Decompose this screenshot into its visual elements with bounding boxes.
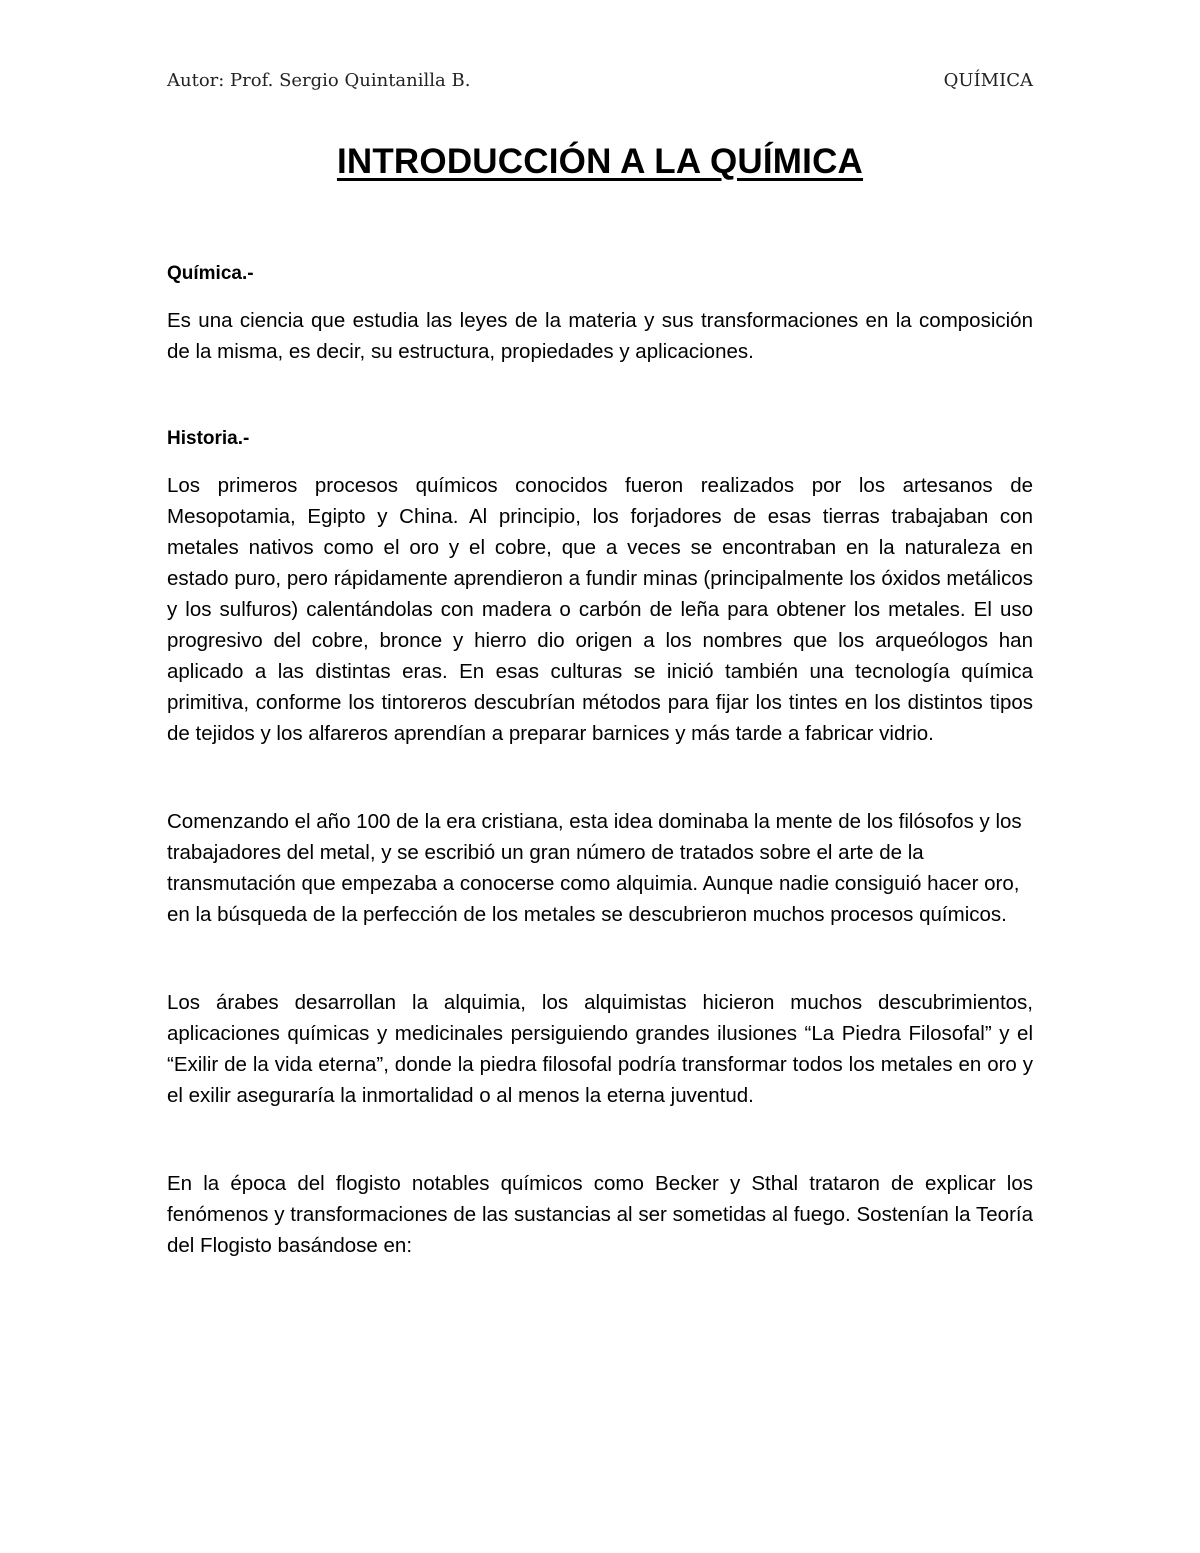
document-title: INTRODUCCIÓN A LA QUÍMICA <box>336 142 864 181</box>
section-heading-historia: Historia.- <box>167 428 250 449</box>
paragraph-history-2: Comenzando el año 100 de la era cristiana, esta idea dominaba la mente de los filósofos y los trabajadores del metal, y se escribió un gran número de tratados sobre el arte de la transmutación que empezaba a conocerse como alquimia. Aunque nadie consiguió hacer oro, en la búsqueda de la perfección de los metales se descubrieron muchos procesos químicos. <box>167 810 1022 926</box>
paragraph-history-4: En la época del flogisto notables químicos como Becker y Sthal trataron de explicar los fenómenos y transformaciones de las sustancias al ser sometidas al fuego. Sostenían la Teoría del Flogisto basándose en: <box>167 1172 1033 1257</box>
header-author: Autor: Prof. Sergio Quintanilla B. <box>167 70 471 91</box>
paragraph-spacer <box>167 930 1033 987</box>
section-spacer <box>167 367 1033 423</box>
section-heading-quimica: Química.- <box>167 263 254 284</box>
paragraph-spacer <box>167 1111 1033 1168</box>
paragraph-definition: Es una ciencia que estudia las leyes de la materia y sus transformaciones en la composición de la misma, es decir, su estructura, propiedades y aplicaciones. <box>167 309 1033 363</box>
document-body <box>167 258 1033 1261</box>
paragraph-history-3: Los árabes desarrollan la alquimia, los alquimistas hicieron muchos descubrimientos, aplicaciones químicas y medicinales persiguiendo grandes ilusiones “La Piedra Filosofal” y el “Exilir de la vida eterna”, donde la piedra filosofal podría transformar todos los metales en oro y el exilir aseguraría la inmortalidad o al menos la eterna juventud. <box>167 991 1033 1107</box>
paragraph-history-1: Los primeros procesos químicos conocidos fueron realizados por los artesanos de Mesopotamia, Egipto y China. Al principio, los forjadores de esas tierras trabajaban con metales nativos como el oro y el cobre, que a veces se encontraban en la naturaleza en estado puro, pero rápidamente aprendieron a fundir minas (principalmente los óxidos metálicos y los sulfuros) calentándolas con madera o carbón de leña para obtener los metales. El uso progresivo del cobre, bronce y hierro dio origen a los nombres que los arqueólogos han aplicado a las distintas eras. En esas culturas se inició también una tecnología química primitiva, conforme los tintoreros descubrían métodos para fijar los tintes en los distintos tipos de tejidos y los alfareros aprendían a preparar barnices y más tarde a fabricar vidrio. <box>167 474 1033 745</box>
page-header <box>167 70 1033 96</box>
paragraph-spacer <box>167 749 1033 806</box>
header-subject: QUÍMICA <box>943 70 1033 91</box>
